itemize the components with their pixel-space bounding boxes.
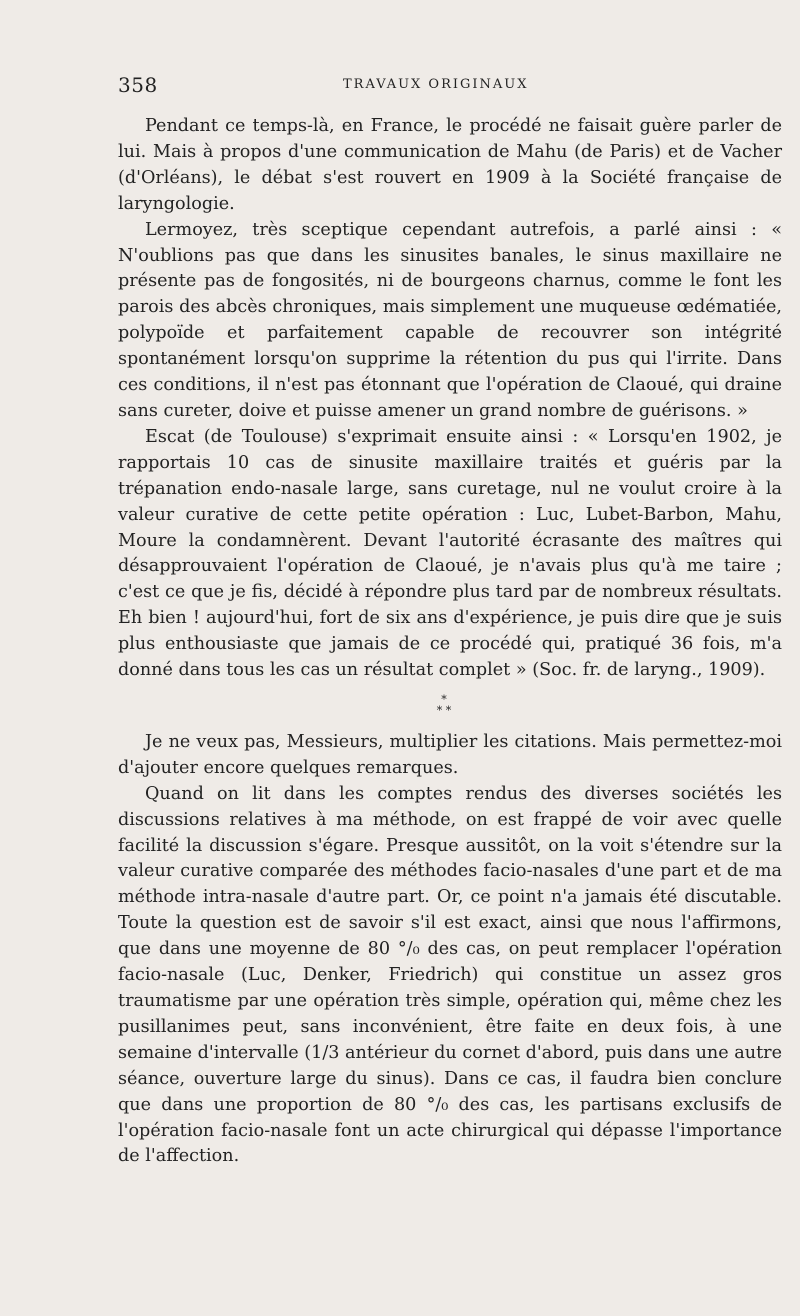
running-head: TRAVAUX ORIGINAUX (343, 77, 529, 92)
asterism-top: * (441, 692, 447, 706)
asterism-bottom: * * (436, 703, 452, 717)
paragraph-vacher-mahu: Pendant ce temps-là, en France, le procédé ne faisait guère parler de lui. Mais à propos d'une communication de Mahu (de Paris) et de Vacher (d'Orléans), le débat s'est rouvert en 1909 à la Société française de laryngologie. (118, 116, 782, 214)
section-asterism (118, 694, 782, 716)
paragraph-escat-quote: Escat (de Toulouse) s'exprimait ensuite ainsi : « Lorsqu'en 1902, je rapportais 10 cas de sinusite maxillaire traités et guéris par la trépanation endo-nasale large, sans curetage, nul ne voulut croire à la valeur curative de cette petite opération : Luc, Lubet-Barbon, Mahu, Moure la condamnèrent. Devant l'autorité écrasante des maîtres qui désapprouvaient l'opération de Claoué, je n'avais plus qu'à me taire ; c'est ce que je fis, décidé à répondre plus tard par de nombreux résultats. Eh bien ! aujourd'hui, fort de six ans d'expérience, je puis dire que je suis plus enthousiaste que jamais de ce procédé qui, pratiqué 36 fois, m'a donné dans tous les cas un résultat complet » (Soc. fr. de laryng., 1909). (118, 426, 782, 681)
paragraph-lermoyez-quote: Lermoyez, très sceptique cependant autrefois, a parlé ainsi : « N'oublions pas que dans les sinusites banales, le sinus maxillaire ne présente pas de fongosités, ni de bourgeons charnus, comme le font les parois des abcès chroniques, mais simplement une muqueuse œdématiée, polypoïde et parfaitement capable de recouvrer son intégrité spontanément lorsqu'on supprime la rétention du pus qui l'irrite. Dans ces conditions, il n'est pas étonnant que l'opération de Claoué, qui draine sans cureter, doive et puisse amener un grand nombre de guérisons. » (118, 219, 782, 421)
page-header (118, 73, 778, 101)
body-text (118, 114, 782, 1170)
paragraph-discussion: Quand on lit dans les comptes rendus des diverses sociétés les discussions relatives à ma méthode, on est frappé de voir avec quelle facilité la discussion s'égare. Presque aussitôt, on la voit s'étendre sur la valeur curative comparée des méthodes facio-nasales d'une part et de ma méthode intra-nasale d'autre part. Or, ce point n'a jamais été discutable. Toute la question est de savoir s'il est exact, ainsi que nous l'affirmons, que dans une moyenne de 80 °/₀ des cas, on peut remplacer l'opération facio-nasale (Luc, Denker, Friedrich) qui constitue un assez gros traumatisme par une opération très simple, opération qui, même chez les pusillanimes peut, sans inconvénient, être faite en deux fois, à une semaine d'intervalle (1/3 antérieur du cornet d'abord, puis dans une autre séance, ouverture large du sinus). Dans ce cas, il faudra bien conclure que dans une proportion de 80 °/₀ des cas, les partisans exclusifs de l'opération facio-nasale font un acte chirurgical qui dépasse l'importance de l'affection. (118, 783, 782, 1167)
page-number: 358 (118, 73, 158, 97)
paragraph-citations: Je ne veux pas, Messieurs, multiplier les citations. Mais permettez-moi d'ajouter encore quelques remarques. (118, 731, 782, 778)
